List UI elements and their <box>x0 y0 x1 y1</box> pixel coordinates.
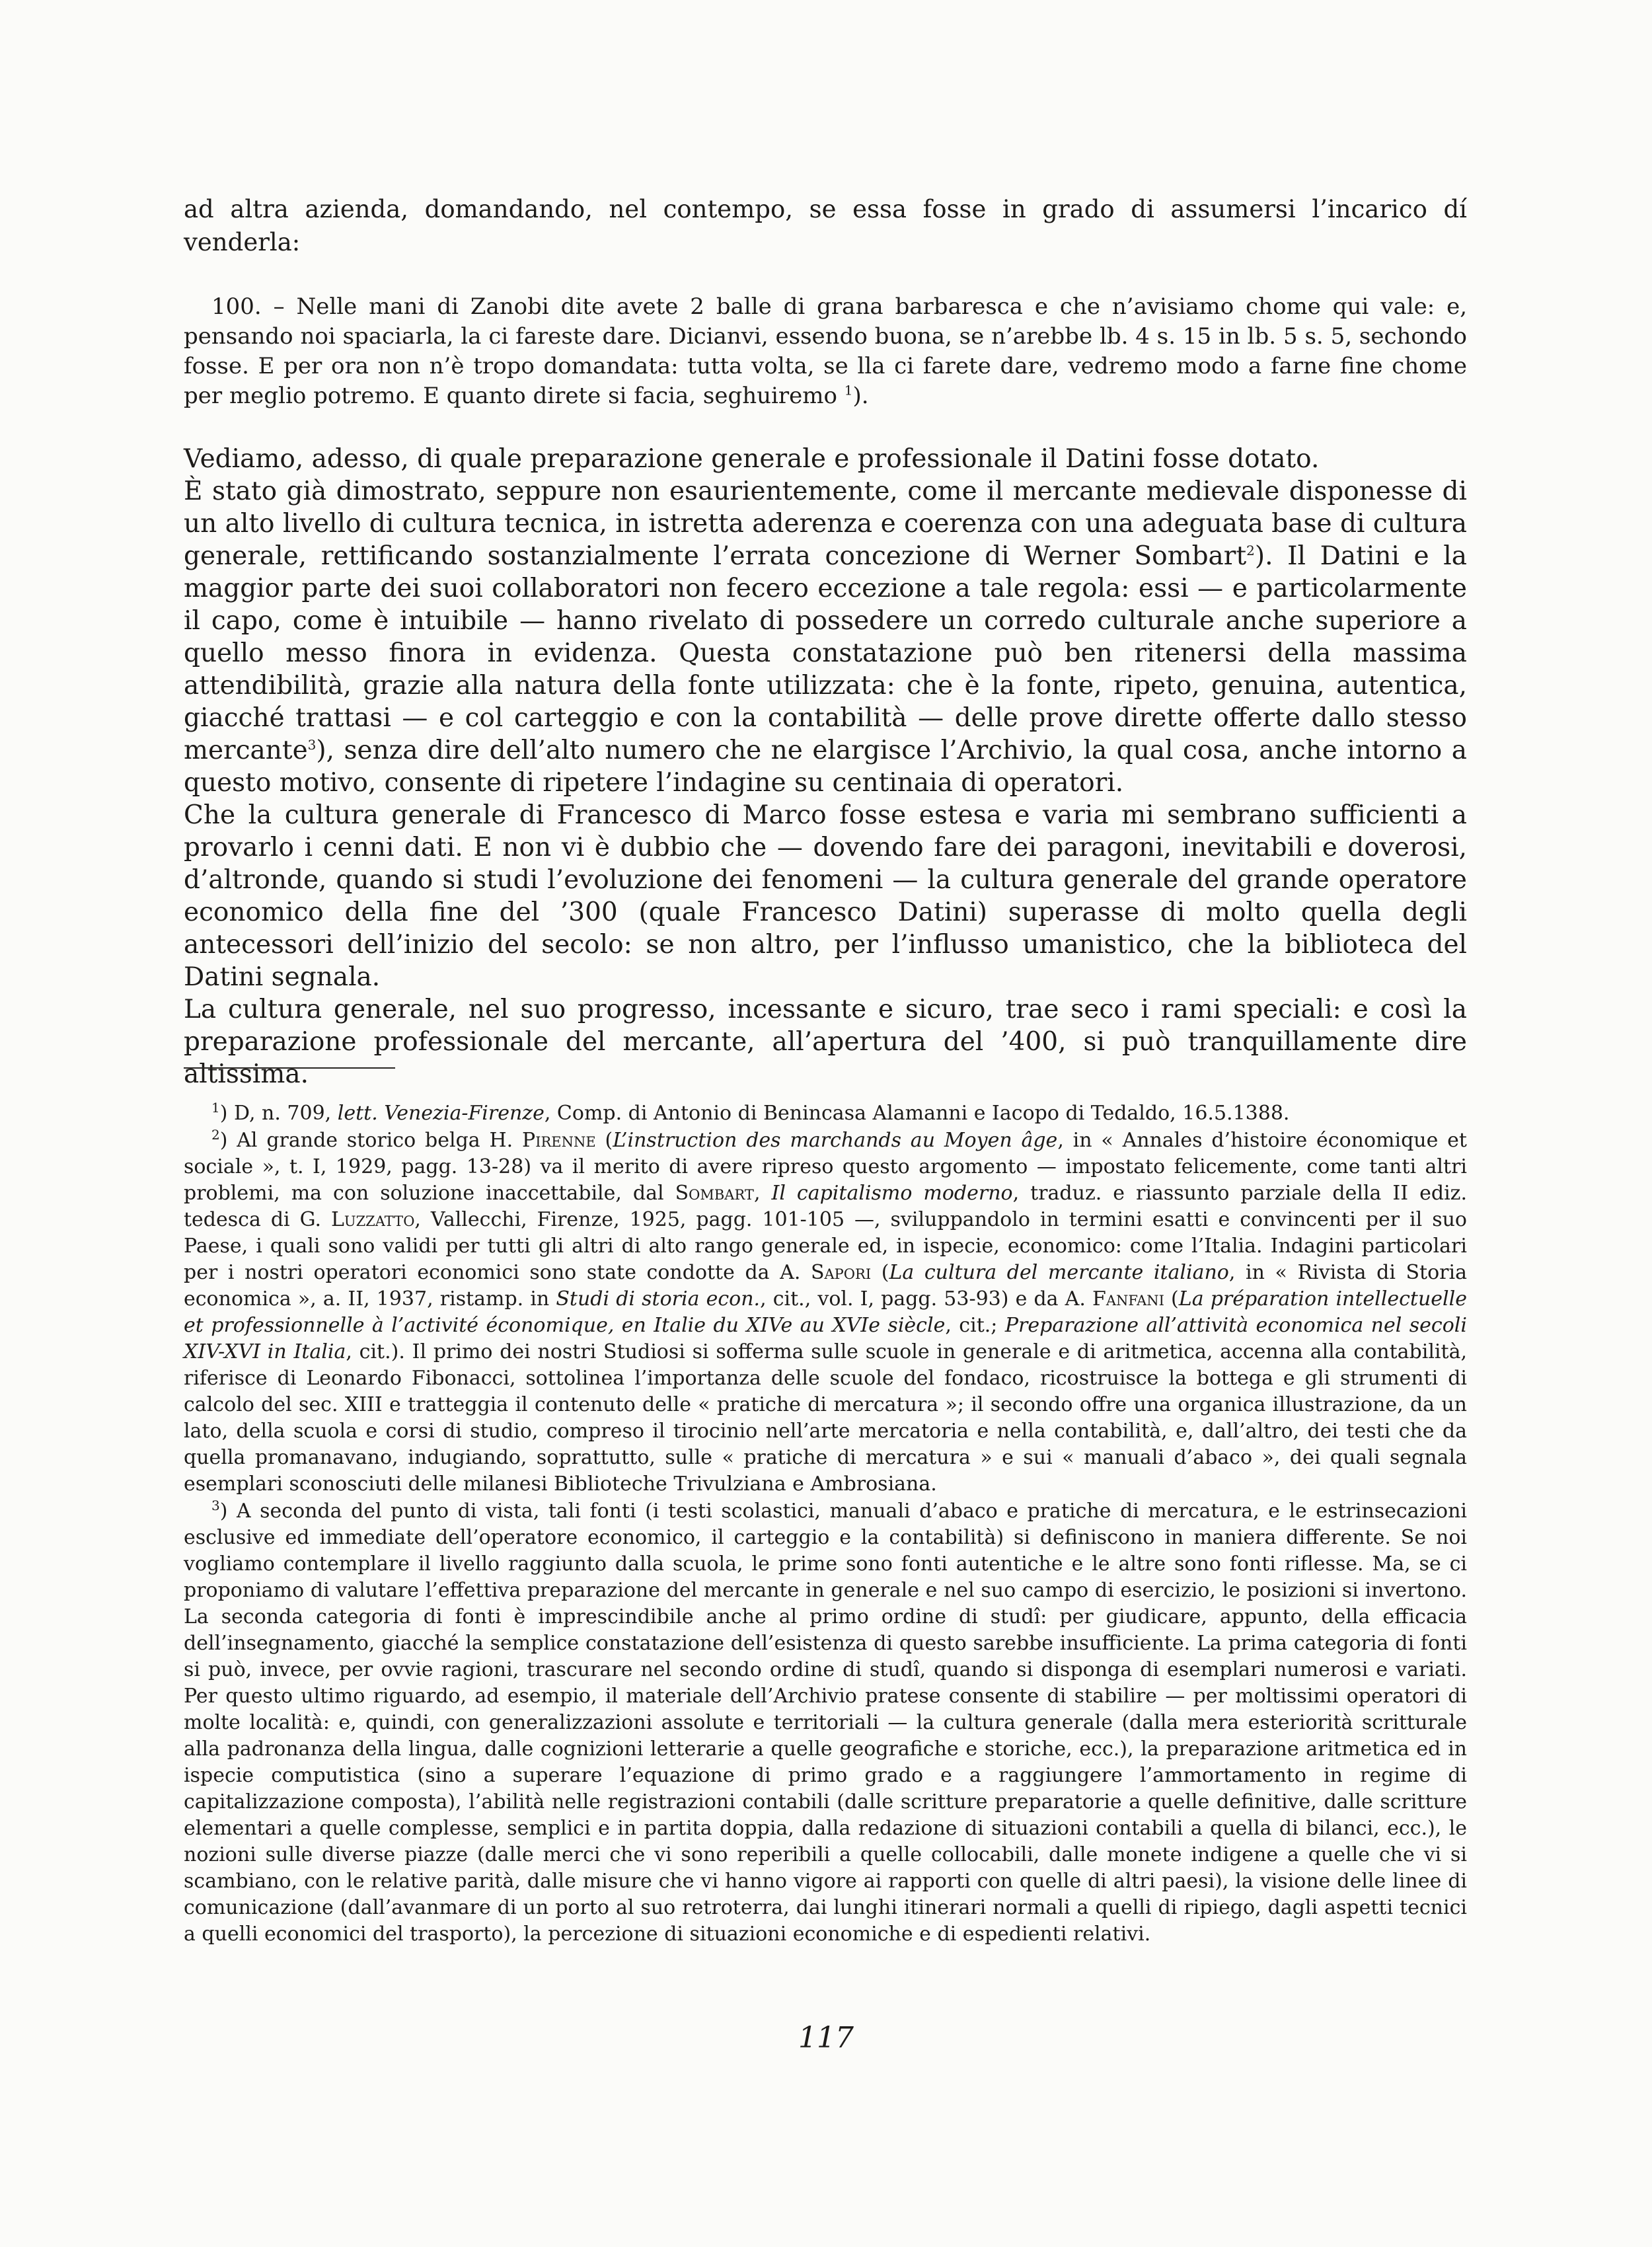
footnote-3 <box>184 1498 1467 1948</box>
paragraph-4-text: La cultura generale, nel suo progresso, incessante e sicuro, trae seco i rami speciali: e così la preparazione professionale del mercante, all’apertura del ’400, si può tranquillamente dire altissima. <box>184 995 1467 1089</box>
paragraph-2 <box>184 475 1467 799</box>
paragraph-3-text: Che la cultura generale di Francesco di Marco fosse estesa e varia mi sembrano sufficienti a provarlo i cenni dati. E non vi è dubbio che — dovendo fare dei paragoni, inevitabili e doverosi, d’altronde, quando si studi l’evoluzione dei fenomeni — la cultura generale del grande operatore economico della fine del ’300 (quale Francesco Datini) superasse di molto quella degli antecessori dell’inizio del secolo: se non altro, per l’influsso umanistico, che la biblioteca del Datini segnala. <box>184 800 1467 992</box>
page-number: 117 <box>798 2021 854 2055</box>
footnote-2-part11: , cit.; <box>945 1314 1005 1337</box>
quote-number: 100. <box>211 293 262 320</box>
footnote-1-part1: ) D, n. 709, <box>219 1102 338 1125</box>
footnote-2-name-fanfani: Fanfani <box>1092 1287 1164 1311</box>
intro-paragraph <box>184 193 1467 259</box>
paragraph-2-text-c: ), senza dire dell’alto numero che ne elargisce l’Archivio, la qual cosa, anche intorno a questo motivo, consente di ripetere l’indagine su centinaia di operatori. <box>184 736 1467 798</box>
intro-text: ad altra azienda, domandando, nel contempo, se essa fosse in grado di assumersi l’incarico dí venderla: <box>184 195 1467 256</box>
footnote-2-part2: ( <box>595 1129 613 1152</box>
footnote-2 <box>184 1127 1467 1498</box>
footnote-2-part4: , <box>753 1182 772 1205</box>
footnote-3-mark: 3 <box>211 1498 220 1513</box>
footnote-separator <box>184 1067 395 1069</box>
footnote-1-part3: , Comp. di Antonio di Benincasa Alamanni e Iacopo di Tedaldo, 16.5.1388. <box>544 1102 1290 1125</box>
footnote-2-title-6: Preparazione all’attività economica nel secoli XIV-XVI in Italia <box>184 1314 1467 1363</box>
footnote-2-part3: , in « Annales d’histoire économique et sociale », t. I, 1929, pagg. 13-28) va il merito di avere ripreso questo argomento — impostato felicemente, come tanti altri problemi, ma con soluzione inaccettabile, dal <box>184 1129 1467 1205</box>
footnote-1-mark: 1 <box>211 1100 220 1116</box>
footnote-2-part7: ( <box>871 1261 889 1284</box>
paragraph-2-text-b: ). Il Datini e la maggior parte dei suoi collaboratori non fecero eccezione a tale regola: essi — e particolarmente il capo, come è intuibile — hanno rivelato di possedere un corredo culturale anche superiore a quello messo finora in evidenza. Questa constatazione può ben ritenersi della massima attendibilità, grazie alla natura della fonte utilizzata: che è la fonte, ripeto, genuina, autentica, giacché trattasi — e col carteggio e con la contabilità — delle prove dirette offerte dallo stesso mercante <box>184 541 1467 765</box>
quoted-letter <box>184 292 1467 411</box>
footnote-2-name-sombart: Sombart <box>675 1182 754 1205</box>
quote-text: – Nelle mani di Zanobi dite avete 2 balle di grana barbaresca e che n’avisiamo chome qui vale: e, pensando noi spaciarla, la ci fareste dare. Dicianvi, essendo buona, se n’arebbe lb. 4 s. 15 in lb. 5 s. 5, sechondo fosse. E per ora non n’è tropo domandata: tutta volta, se lla ci farete dare, vedremo modo a farne fine chome per meglio potremo. E quanto direte si facia, seghuiremo <box>184 293 1467 409</box>
footnote-2-name-sapori: Sapori <box>810 1261 872 1284</box>
footnote-1 <box>184 1100 1467 1127</box>
paragraph-3 <box>184 799 1467 993</box>
footnote-2-mark: 2 <box>211 1127 220 1143</box>
footnote-2-part10: ( <box>1164 1287 1179 1311</box>
footnote-2-part1: ) Al grande storico belga H. <box>219 1129 523 1152</box>
footnote-2-part9: , cit., vol. I, pagg. 53-93) e da A. <box>760 1287 1092 1311</box>
quote-footnote-ref: 1 <box>844 382 853 399</box>
footnote-1-letter-title: lett. Venezia-Firenze <box>337 1102 544 1125</box>
footnote-2-title-3: La cultura del mercante italiano <box>889 1261 1229 1284</box>
footnote-2-title-5: La préparation intellectuelle et professionnelle à l’activité économique, en Italie du XIVe au XVIe siècle <box>184 1287 1468 1337</box>
footnote-ref-2: 2 <box>1246 543 1255 558</box>
paragraph-4 <box>184 993 1467 1090</box>
footnote-2-part12: , cit.). Il primo dei nostri Studiosi si sofferma sulle scuole in generale e di aritmetica, accenna alla contabilità, riferisce di Leonardo Fibonacci, sottolinea l’importanza delle scuole del fondaco, ricostruisce la bottega e gli strumenti di calcolo del sec. XIII e tratteggia il contenuto delle « pratiche di mercatura »; il secondo offre una organica illustrazione, da un lato, della scuola e corsi di studio, compreso il tirocinio nell’arte mercatoria e nella contabilità, e, dall’altro, dei testi che da quella promanavano, indugiando, soprattutto, sulle « pratiche di mercatura » e sui « manuali d’abaco », dei quali segnala esemplari sconosciuti delle milanesi Biblioteche Trivulziana e Ambrosiana. <box>184 1340 1467 1496</box>
footnote-2-title-4: Studi di storia econ. <box>556 1287 761 1311</box>
footnote-2-title-1: L’instruction des marchands au Moyen âge <box>613 1129 1058 1152</box>
footnotes <box>184 1100 1467 1948</box>
paragraph-1 <box>184 443 1467 475</box>
quote-end: ). <box>852 383 869 409</box>
footnote-2-name-luzzatto: Luzzatto <box>330 1208 415 1231</box>
paragraph-2-text-a: È stato già dimostrato, seppure non esaurientemente, come il mercante medievale disponesse di un alto livello di cultura tecnica, in istretta aderenza e coerenza con una adeguata base di cultura generale, rettificando sostanzialmente l’errata concezione di Werner Sombart <box>184 476 1467 571</box>
footnote-2-part8: , in « Rivista di Storia economica », a. II, 1937, ristamp. in <box>184 1261 1467 1311</box>
main-text <box>184 443 1467 1090</box>
footnote-2-part5: , traduz. e riassunto parziale della II ediz. tedesca di G. <box>184 1182 1468 1231</box>
footnote-2-name-pirenne: Pirenne <box>522 1129 596 1152</box>
paragraph-1-text: Vediamo, adesso, di quale preparazione generale e professionale il Datini fosse dotato. <box>184 444 1320 474</box>
footnote-2-part6: , Vallecchi, Firenze, 1925, pagg. 101-105 —, sviluppandolo in termini esatti e convincenti per il suo Paese, i quali sono validi per tutti gli altri di alto rango generale ed, in ispecie, economico: come l’Italia. Indagini particolari per i nostri operatori economici sono state condotte da A. <box>184 1208 1467 1284</box>
footnote-2-title-2: Il capitalismo moderno <box>771 1182 1013 1205</box>
footnote-ref-3: 3 <box>307 737 317 753</box>
footnote-3-text: ) A seconda del punto di vista, tali fonti (i testi scolastici, manuali d’abaco e pratiche di mercatura, e le estrinsecazioni esclusive ed immediate dell’operatore economico, il carteggio e la contabilità) si definiscono in maniera differente. Se noi vogliamo contemplare il livello raggiunto dalla scuola, le prime sono fonti autentiche e le altre sono fonti riflesse. Ma, se ci proponiamo di valutare l’effettiva preparazione del mercante in generale e nel suo campo di esercizio, le posizioni si invertono. La seconda categoria di fonti è imprescindibile anche al primo ordine di studî: per giudicare, appunto, della efficacia dell’insegnamento, giacché la semplice constatazione dell’esistenza di questo sarebbe insufficiente. La prima categoria di fonti si può, invece, per ovvie ragioni, trascurare nel secondo ordine di studî, quando si disponga di esemplari numerosi e variati. Per questo ultimo riguardo, ad esempio, il materiale dell’Archivio pratese consente di stabilire — per moltissimi operatori di molte località: e, quindi, con generalizzazioni assolute e territoriali — la cultura generale (dalla mera esteriorità scritturale alla padronanza della lingua, dalle cognizioni letterarie a quelle geografiche e storiche, ecc.), la preparazione aritmetica ed in ispecie computistica (sino a superare l’equazione di primo grado e a raggiungere l’ammortamento in regime di capitalizzazione composta), l’abilità nelle registrazioni contabili (dalle scritture preparatorie a quelle definitive, dalle scritture elementari a quelle complesse, semplici e in partita doppia, dalla redazione di situazioni contabili a quella di bilanci, ecc.), le nozioni sulle diverse piazze (dalle merci che vi sono reperibili a quelle collocabili, dalle monete indigene a quelle che vi si scambiano, con le relative parità, dalle misure che vi hanno vigore ai rapporti con quelle di altri paesi), la visione delle linee di comunicazione (dall’avanmare di un porto al suo retroterra, dai lunghi itinerari normali a quelli di ripiego, dagli aspetti tecnici a quelli economici del trasporto), la percezione di situazioni economiche e di espedienti relativi. <box>184 1500 1467 1946</box>
